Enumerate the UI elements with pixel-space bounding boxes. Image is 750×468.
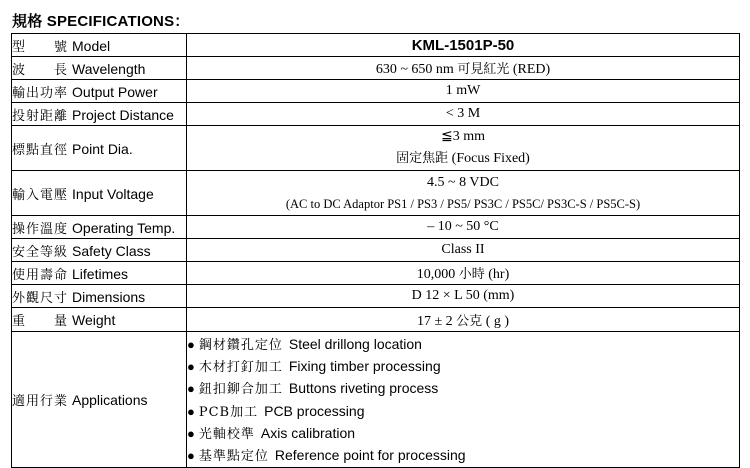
spec-label-wavelength [12, 57, 187, 80]
spec-value-wavelength [187, 57, 740, 80]
application-en: PCB processing [264, 402, 365, 419]
applications-list [187, 332, 740, 468]
label-zh: 輸入電壓 [12, 187, 69, 203]
application-zh: 鋼材鑽孔定位 [198, 337, 283, 353]
value-zh: 公克 [456, 313, 483, 329]
value-suffix: (RED) [512, 62, 551, 77]
application-item [187, 444, 739, 466]
label-zh: 操作溫度 [12, 221, 69, 237]
label-zh: 適用行業 [12, 394, 69, 409]
bullet-icon: ● [187, 358, 195, 374]
application-zh: PCB加工 [198, 404, 259, 420]
label-en: Project Distance [72, 106, 174, 123]
value-suffix: ( g ) [485, 313, 510, 329]
spec-row-wavelength [12, 57, 740, 80]
application-zh: 光軸校準 [198, 426, 255, 442]
label-en: Output Power [72, 83, 158, 100]
spec-row-output-power [12, 80, 740, 103]
spec-label-point-dia [12, 126, 187, 171]
label-en: Safety Class [72, 242, 151, 259]
value-line-1: 4.5 ~ 8 VDC [427, 175, 499, 190]
value-line-2 [187, 148, 739, 170]
value-line-1: ≦3 mm [440, 129, 485, 144]
bullet-icon: ● [187, 336, 195, 352]
spec-value-model: KML-1501P-50 [187, 34, 740, 57]
value-number: 10,000 [416, 267, 456, 282]
label-zh: 外觀尺寸 [12, 290, 69, 306]
application-item [187, 377, 739, 399]
spec-label-weight [12, 308, 187, 332]
spec-row-applications [12, 332, 740, 468]
application-zh: 鈕扣鉚合加工 [198, 382, 283, 398]
value-zh: 可見紅光 [457, 62, 510, 77]
value-zh: 小時 [458, 267, 485, 282]
spec-value-output-power: 1 mW [187, 80, 740, 103]
spec-label-dimensions [12, 285, 187, 308]
spec-row-safety-class [12, 239, 740, 262]
label-zh: 使用壽命 [12, 267, 69, 283]
spec-value-safety-class: Class II [187, 239, 740, 262]
spec-value-lifetimes [187, 262, 740, 285]
spec-label-project-distance [12, 103, 187, 126]
value-zh: 固定焦距 [396, 151, 449, 166]
bullet-icon: ● [187, 448, 195, 464]
spec-label-safety-class [12, 239, 187, 262]
spec-value-input-voltage [187, 171, 740, 216]
spec-label-input-voltage [12, 171, 187, 216]
application-item [187, 333, 739, 355]
label-en: Operating Temp. [72, 219, 176, 236]
label-en: Wavelength [72, 60, 146, 77]
application-zh: 木材打釘加工 [198, 359, 283, 375]
label-zh: 投射距離 [12, 108, 69, 124]
spec-row-weight [12, 308, 740, 332]
spec-row-operating-temp [12, 216, 740, 239]
spec-value-weight [187, 308, 740, 332]
spec-label-lifetimes [12, 262, 187, 285]
application-item [187, 422, 739, 444]
spec-label-model [12, 34, 187, 57]
spec-row-input-voltage [12, 171, 740, 216]
label-zh: 波 長 [12, 62, 69, 78]
label-en: Lifetimes [72, 265, 129, 282]
spec-value-point-dia [187, 126, 740, 171]
application-en: Buttons riveting process [288, 380, 439, 397]
spec-title: 規格 SPECIFICATIONS： [12, 13, 190, 30]
application-item [187, 355, 739, 377]
value-suffix: (hr) [488, 267, 510, 282]
spec-label-applications [12, 332, 187, 468]
label-en: Applications [72, 392, 148, 408]
label-zh: 型 號 [12, 39, 69, 55]
application-item [187, 400, 739, 422]
label-en: Dimensions [72, 288, 146, 305]
label-en: Input Voltage [72, 185, 154, 202]
application-en: Reference point for processing [274, 447, 466, 464]
spec-value-dimensions: D 12 × L 50 (mm) [187, 285, 740, 308]
value-number: 630 ~ 650 nm [375, 62, 454, 77]
label-en: Model [72, 37, 111, 54]
spec-value-project-distance: < 3 M [187, 103, 740, 126]
spec-row-model [12, 34, 740, 57]
application-en: Steel drillong location [288, 335, 422, 352]
spec-label-output-power [12, 80, 187, 103]
label-en: Point Dia. [72, 140, 133, 157]
application-zh: 基準點定位 [198, 449, 269, 465]
label-en: Weight [72, 312, 116, 328]
application-en: Fixing timber processing [288, 357, 441, 374]
label-zh: 輸出功率 [12, 85, 69, 101]
spec-row-dimensions [12, 285, 740, 308]
value-en: (Focus Fixed) [451, 151, 530, 166]
spec-row-point-dia [12, 126, 740, 171]
spec-label-operating-temp [12, 216, 187, 239]
bullet-icon: ● [187, 403, 195, 419]
label-zh: 重 量 [12, 314, 69, 329]
spec-value-operating-temp: – 10 ~ 50 °C [187, 216, 740, 239]
value-number: 17 ± 2 [416, 313, 453, 329]
value-line-2: (AC to DC Adaptor PS1 / PS3 / PS5/ PS3C / PS5C/ PS3C-S / PS5C-S) [285, 197, 641, 211]
spec-table [11, 33, 740, 468]
application-en: Axis calibration [260, 424, 356, 441]
bullet-icon: ● [187, 425, 195, 441]
bullet-icon: ● [187, 381, 195, 397]
label-zh: 標點直徑 [12, 142, 69, 158]
spec-row-lifetimes [12, 262, 740, 285]
label-zh: 安全等級 [12, 244, 69, 260]
spec-row-project-distance [12, 103, 740, 126]
